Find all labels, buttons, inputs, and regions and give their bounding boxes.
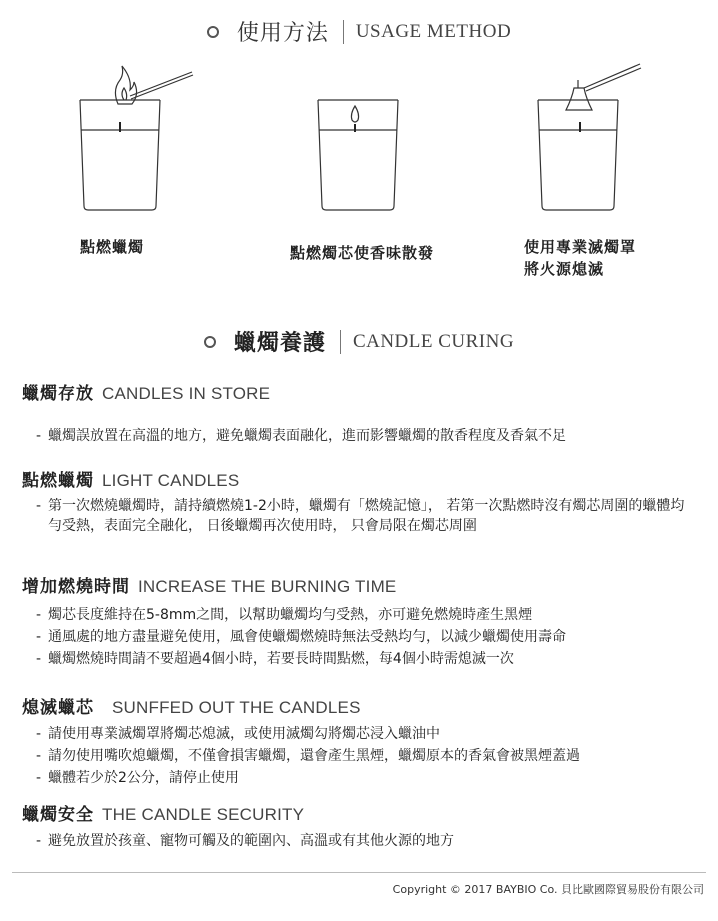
section-title-zh: 蠟燭存放: [22, 384, 94, 404]
candle-snuffer-icon: [538, 64, 641, 210]
list-item: - 避免放置於孩童、寵物可觸及的範圍內、高溫或有其他火源的地方: [36, 831, 696, 851]
step-3-line-2: 將火源熄滅: [524, 260, 605, 278]
list-item-text: 蠟體若少於2公分，請停止使用: [48, 770, 239, 786]
candle-flame-icon: [318, 100, 398, 210]
usage-method-header: [0, 16, 718, 47]
step-2-line-1: 點燃燭芯使香味散發: [290, 244, 435, 262]
title-separator: [340, 330, 341, 354]
list-item-text: 避免放置於孩童、寵物可觸及的範圍內、高溫或有其他火源的地方: [48, 833, 454, 849]
step-3-label: [524, 236, 636, 280]
section-title-en: SUNFFED OUT THE CANDLES: [112, 698, 361, 717]
section-heading-snuff: [22, 693, 361, 718]
list-item: - 請勿使用嘴吹熄蠟燭，不僅會損害蠟燭，還會產生黑煙，蠟燭原本的香氣會被黑煙蓋過: [36, 746, 696, 766]
list-item: - 第一次燃燒蠟燭時，請持續燃燒1-2小時，蠟燭有「燃燒記憶」， 若第一次點燃時沒有燭芯周圍的蠟體均勻受熱，表面完全融化， 日後蠟燭再次使用時， 只會局限在燭芯周圍: [36, 496, 696, 536]
circle-bullet-icon: [207, 26, 219, 38]
section-title-zh: 點燃蠟燭: [22, 471, 94, 491]
usage-illustrations: [0, 60, 718, 220]
candle-match-icon: [80, 66, 193, 210]
usage-title-zh: 使用方法: [236, 21, 329, 46]
section-title-en: CANDLES IN STORE: [102, 384, 271, 403]
step-1-line-1: 點燃蠟燭: [80, 238, 145, 256]
list-item-text: 第一次燃燒蠟燭時，請持續燃燒1-2小時，蠟燭有「燃燒記憶」， 若第一次點燃時沒有燭芯周圍的蠟體均勻受熱，表面完全融化， 日後蠟燭再次使用時， 只會局限在燭芯周圍: [48, 498, 685, 534]
list-item-text: 蠟燭燃燒時間請不要超過4個小時，若要長時間點燃，每4個小時需熄滅一次: [48, 651, 514, 667]
section-heading-light: [22, 466, 239, 491]
list-item-text: 請勿使用嘴吹熄蠟燭，不僅會損害蠟燭，還會產生黑煙，蠟燭原本的香氣會被黑煙蓋過: [48, 748, 580, 764]
section-title-zh: 增加燃燒時間: [22, 577, 130, 597]
section-title-en: INCREASE THE BURNING TIME: [138, 577, 397, 596]
section-title-en: LIGHT CANDLES: [102, 471, 240, 490]
usage-title-en: USAGE METHOD: [355, 20, 512, 42]
step-1-label: [80, 236, 144, 258]
step-2-label: [290, 242, 434, 264]
title-separator: [343, 20, 344, 44]
list-item: - 蠟燭誤放置在高溫的地方，避免蠟燭表面融化，進而影響蠟燭的散香程度及香氣不足: [36, 426, 696, 446]
copyright-text: Copyright © 2017 BAYBIO Co. 貝比歐國際貿易股份有限公司: [392, 883, 704, 896]
list-item: - 蠟體若少於2公分，請停止使用: [36, 768, 696, 788]
list-item-text: 燭芯長度維持在5-8mm之間，以幫助蠟燭均勻受熱，亦可避免燃燒時產生黑煙: [48, 607, 533, 623]
curing-title-zh: 蠟燭養護: [233, 331, 326, 356]
section-title-en: THE CANDLE SECURITY: [102, 805, 305, 824]
list-item: - 通風處的地方盡量避免使用，風會使蠟燭燃燒時無法受熱均勻，以減少蠟燭使用壽命: [36, 627, 696, 647]
step-3-line-1: 使用專業滅燭罩: [524, 238, 637, 256]
list-item: - 蠟燭燃燒時間請不要超過4個小時，若要長時間點燃，每4個小時需熄滅一次: [36, 649, 696, 669]
list-item-text: 通風處的地方盡量避免使用，風會使蠟燭燃燒時無法受熱均勻，以減少蠟燭使用壽命: [48, 629, 566, 645]
candle-curing-header: [0, 326, 718, 357]
list-item: - 請使用專業滅燭罩將燭芯熄滅，或使用滅燭勾將燭芯浸入蠟油中: [36, 724, 696, 744]
list-item: - 燭芯長度維持在5-8mm之間，以幫助蠟燭均勻受熱，亦可避免燃燒時產生黑煙: [36, 605, 696, 625]
section-heading-burning-time: [22, 572, 396, 597]
list-item-text: 請使用專業滅燭罩將燭芯熄滅，或使用滅燭勾將燭芯浸入蠟油中: [48, 726, 440, 742]
list-item-text: 蠟燭誤放置在高溫的地方，避免蠟燭表面融化，進而影響蠟燭的散香程度及香氣不足: [48, 428, 566, 444]
section-heading-store: [22, 379, 270, 404]
section-title-zh: 蠟燭安全: [22, 805, 94, 825]
circle-bullet-icon: [204, 336, 216, 348]
footer-divider: [12, 872, 706, 873]
section-title-zh: 熄滅蠟芯: [22, 698, 94, 718]
curing-title-en: CANDLE CURING: [352, 330, 515, 352]
section-heading-security: [22, 800, 304, 825]
